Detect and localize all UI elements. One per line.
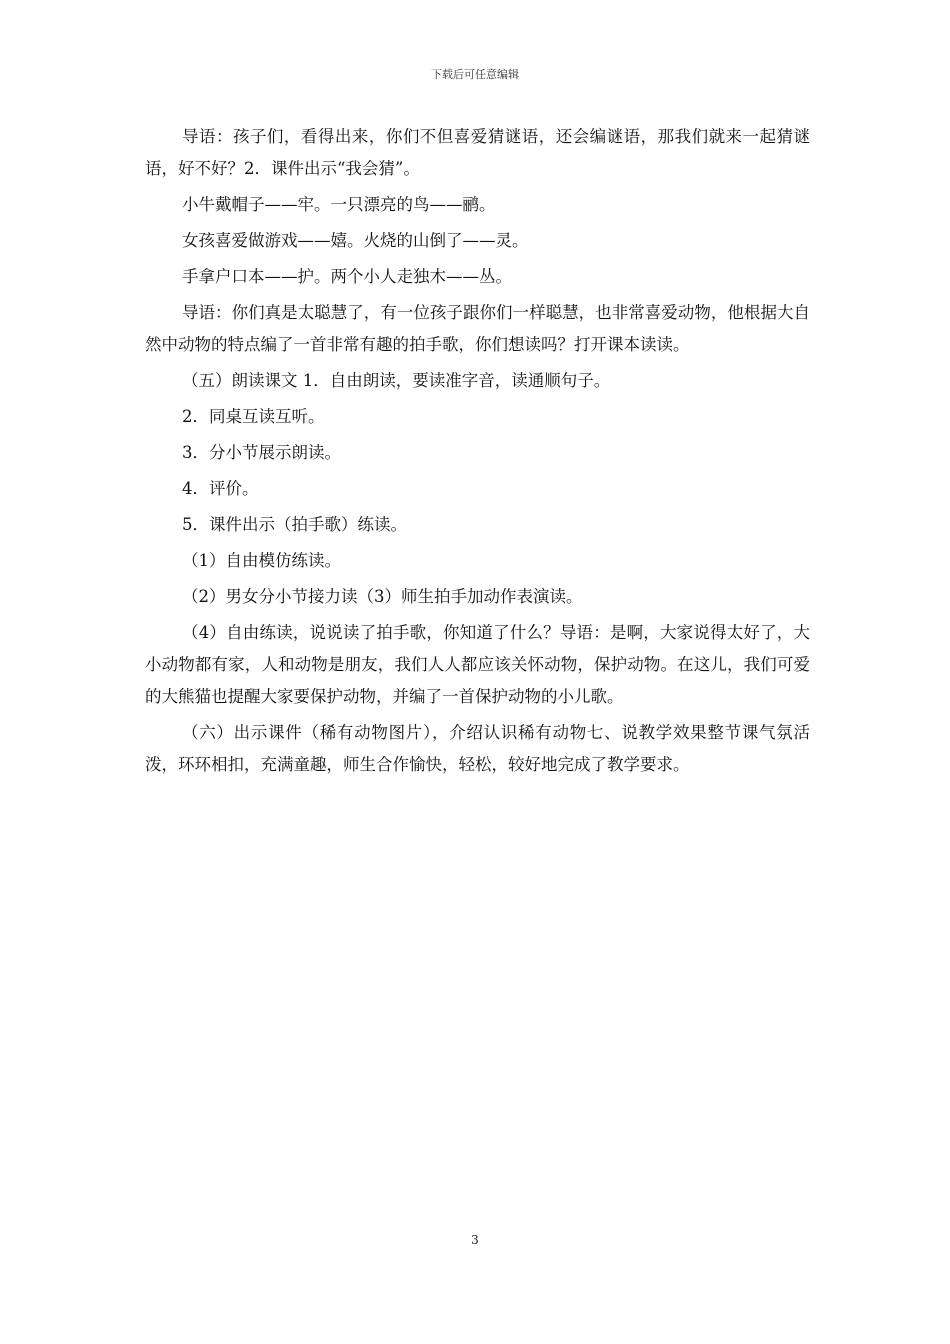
paragraph-rare-animals: （六）出示课件（稀有动物图片），介绍认识稀有动物七、说教学效果整节课气氛活泼，环环相扣，充满童趣，师生合作愉快，轻松，较好地完成了教学要求。 xyxy=(145,723,810,774)
paragraph-riddle-1: 小牛戴帽子——牢。一只漂亮的鸟——鹂。 xyxy=(182,195,496,214)
paragraph-clapping-song-intro: 导语：你们真是太聪慧了，有一位孩子跟你们一样聪慧，也非常喜爱动物，他根据大自然中动物的特点编了一首非常有趣的拍手歌，你们想读吗？打开课本读读。 xyxy=(145,303,810,354)
paragraph-reading-step-2: 2．同桌互读互听。 xyxy=(182,407,325,426)
paragraph-practice-1: （1）自由模仿练读。 xyxy=(182,551,341,570)
document-body xyxy=(145,121,810,785)
paragraph-riddle-2: 女孩喜爱做游戏——嬉。火烧的山倒了——灵。 xyxy=(182,231,529,250)
paragraph-practice-2-3: （2）男女分小节接力读（3）师生拍手加动作表演读。 xyxy=(182,587,583,606)
paragraph-reading-step-4: 4．评价。 xyxy=(182,479,259,498)
paragraph-practice-4: （4）自由练读，说说读了拍手歌，你知道了什么？导语：是啊，大家说得太好了，大小动物都有家，人和动物是朋友，我们人人都应该关怀动物，保护动物。在这儿，我们可爱的大熊猫也提醒大家要保护动物，并编了一首保护动物的小儿歌。 xyxy=(145,623,810,706)
paragraph-riddle-intro: 导语：孩子们，看得出来，你们不但喜爱猜谜语，还会编谜语，那我们就来一起猜谜语，好不好？2．课件出示“我会猜”。 xyxy=(145,127,810,178)
page-header: 下载后可任意编辑 xyxy=(431,68,519,81)
paragraph-reading-step-3: 3．分小节展示朗读。 xyxy=(182,443,341,462)
page-number: 3 xyxy=(471,1233,479,1247)
paragraph-riddle-3: 手拿户口本——护。两个小人走独木——丛。 xyxy=(182,267,512,286)
paragraph-reading-step-5: 5．课件出示（拍手歌）练读。 xyxy=(182,515,407,534)
paragraph-reading-step-1: （五）朗读课文 1．自由朗读，要读准字音，读通顺句子。 xyxy=(182,371,611,390)
